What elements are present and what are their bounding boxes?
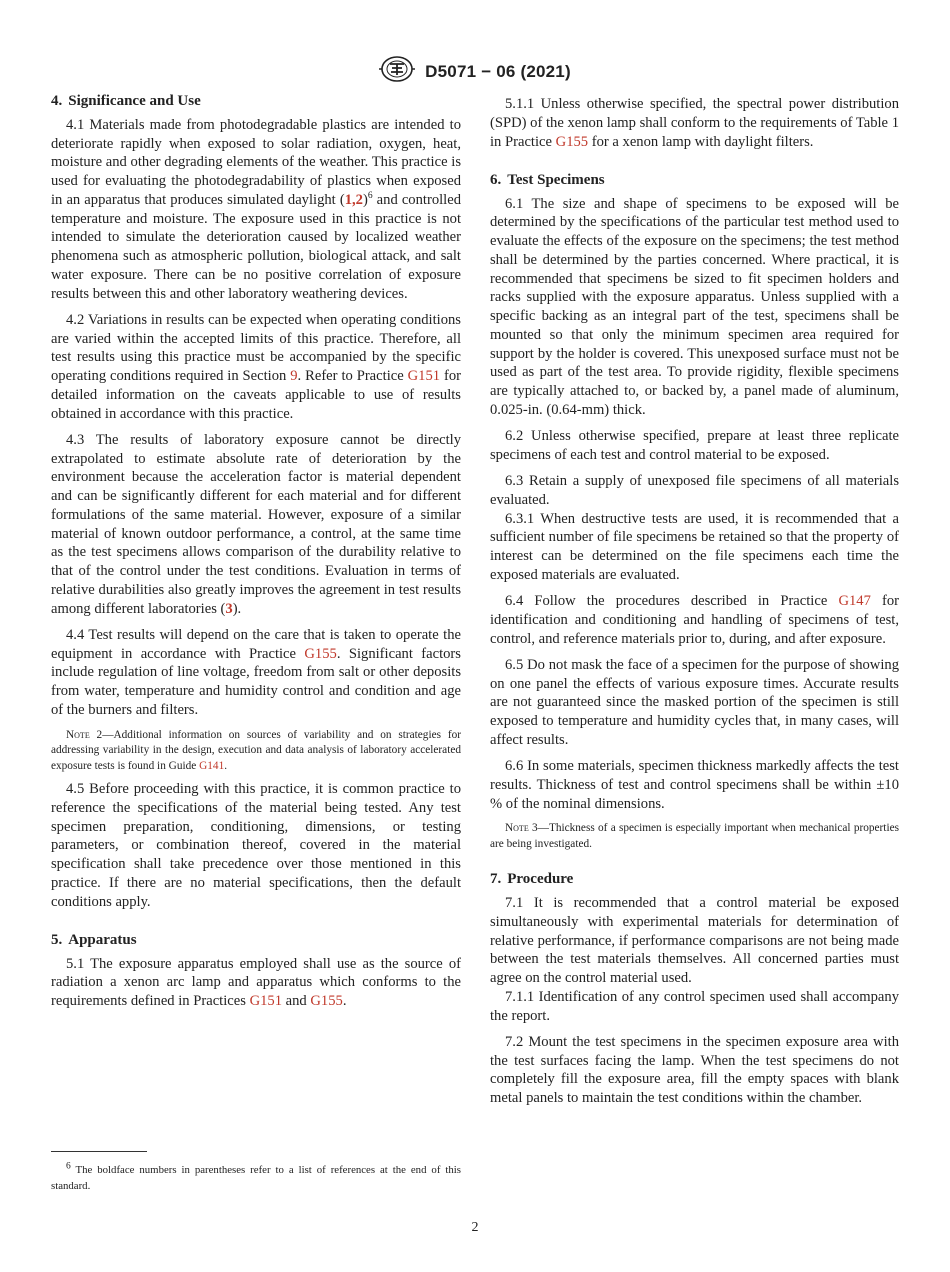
- footnote-6: 6 The boldface numbers in parentheses refer to a list of references at the end of this standard.: [51, 1161, 461, 1192]
- para-5-1-1: 5.1.1 Unless otherwise specified, the spectral power distribution (SPD) of the xenon lamp shall conform to the requirements of Table 1 in Practice G155 for a xenon lamp with daylight filters.: [490, 96, 899, 150]
- standard-link-g155[interactable]: G155: [304, 645, 337, 662]
- standard-link-g141[interactable]: G141: [199, 759, 225, 772]
- para-4-2: 4.2 Variations in results can be expected when operating conditions are varied within the accepted limits of this practice. Therefore, all test results using this practice must be accompanied by the specific operating conditions required in Section 9. Refer to Practice G151 for detailed information on the caveats applicable to use of results obtained in accordance with this practice.: [51, 311, 461, 422]
- astm-logo-icon: [379, 54, 415, 89]
- section-link[interactable]: 9: [290, 368, 298, 384]
- para-7-1-1: 7.1.1 Identification of any control specimen used shall accompany the report.: [490, 988, 899, 1024]
- para-6-3-1: 6.3.1 When destructive tests are used, it is recommended that a sufficient number of file specimens be retained so that the property of interest can be determined on the file specimens each time the exposed materials are evaluated.: [490, 510, 899, 583]
- para-6-4: 6.4 Follow the procedures described in Practice G147 for identification and conditioning and handling of specimens of test, control, and reference materials prior to, during, and after exposure.: [490, 593, 899, 647]
- para-7-1: 7.1 It is recommended that a control material be exposed simultaneously with experimental materials for determination of relative performance, if performance comparisons are not being made between the test materials themselves. All concerned parties must agree on the control material used.: [490, 895, 899, 986]
- footnote-divider: [51, 1151, 147, 1152]
- section-heading-6: 6. Test Specimens: [490, 171, 605, 188]
- standard-link-g147[interactable]: G147: [838, 593, 871, 609]
- para-4-4: 4.4 Test results will depend on the care that is taken to operate the equipment in accordance with Practice G155. Significant factors include regulation of line voltage, freedom from salt or other deposits from water, temperature and humidity control and condition and age of the burners and filters.: [51, 626, 461, 718]
- para-6-6: 6.6 In some materials, specimen thickness markedly affects the test results. Thickness of test and control specimens shall be within ±10 % of the nominal dimensions.: [490, 758, 899, 812]
- standard-designation: D5071 − 06 (2021): [425, 61, 571, 81]
- standard-link-g151[interactable]: G151: [249, 993, 282, 1009]
- reference-link[interactable]: 3: [225, 600, 233, 617]
- standard-link-g155[interactable]: G155: [555, 133, 589, 150]
- footnote-marker: 6: [367, 190, 373, 201]
- page-number: 2: [471, 1220, 479, 1235]
- reference-link[interactable]: 1,2: [344, 191, 363, 208]
- section-heading-4: 4. Significance and Use: [51, 93, 201, 109]
- para-6-5: 6.5 Do not mask the face of a specimen for the purpose of showing on one panel the effects of various exposure times. Accurate results are not guaranteed since the masked portion of the specimen is still exposed to temperature and humidity cycles that, in many cases, will affect results.: [490, 656, 899, 748]
- para-4-5: 4.5 Before proceeding with this practice, it is common practice to reference the specifications of the material being tested. Any test specimen preparation, conditioning, dimensions, or testing parameters, or combination thereof, covered in the material specification shall take precedence over those mentioned in this practice. If there are no material specifications, then the default conditions apply.: [51, 781, 461, 910]
- para-7-2: 7.2 Mount the test specimens in the specimen exposure area with the test surfaces facing the lamp. When the test specimens do not completely fill the exposure area, fill the empty spaces with blank metal panels to maintain the test conditions within the chamber.: [490, 1033, 899, 1106]
- page-header: [0, 54, 950, 84]
- section-heading-7: 7. Procedure: [490, 871, 574, 888]
- left-column: [51, 92, 461, 1018]
- para-6-3: 6.3 Retain a supply of unexposed file specimens of all materials evaluated.: [490, 473, 899, 508]
- para-4-1: 4.1 Materials made from photodegradable plastics are intended to deteriorate rapidly when exposed to solar radiation, oxygen, heat, moisture and other degrading elements of the weather. This practice is used for evaluating the photodegradability of plastics when exposed in an apparatus that produces simulated daylight $(1,2)^6$ and controlled temperature and moisture. The exposure used in this practice is not intended to simulate the deterioration caused by localized weather phenomena such as atmospheric pollution, biological attack, and salt water exposure. There can be no positive correlation of exposure results between this and other laboratory weathering devices.: [51, 116, 462, 302]
- standard-link-g155[interactable]: G155: [310, 993, 343, 1009]
- para-5-1: 5.1 The exposure apparatus employed shall use as the source of radiation a xenon arc lamp and apparatus which conforms to the requirements defined in Practices G151 and G155.: [51, 955, 461, 1009]
- para-4-3: 4.3 The results of laboratory exposure cannot be directly extrapolated to estimate absolute rate of deterioration by the environment because the acceleration factor is material dependent and can be significantly different for each material and for different formulations of the same material. However, exposure of a similar material of known outdoor performance, a control, at the same time as the test specimens allows comparison of the durability relative to that of the control under the test conditions. Evaluation in terms of relative durabilities also greatly improves the agreement in test results among different laboratories (3).: [51, 431, 461, 617]
- para-6-2: 6.2 Unless otherwise specified, prepare at least three replicate specimens of each test and control material to be exposed.: [490, 428, 899, 463]
- para-6-1: 6.1 The size and shape of specimens to be exposed will be determined by the specifications of the particular test method used to evaluate the effects of the exposure on the specimens; the test method shall be determined by the parties concerned. Where practical, it is recommended that specimens be sized to fit specimen holders and racks supplied with the exposure apparatus. Unless supplied with a specific backing as an integral part of the test, specimens shall be mounted so that only the minimum specimen area required for support by the holder is covered. This unexposed surface must not be used as part of the test area. To provide rigidity, flexible specimens are typically attached to, or backed by, a panel made of aluminum, 0.025-in. (0.64-mm) thick.: [490, 195, 899, 418]
- right-column: [490, 95, 899, 1115]
- standard-link-g151[interactable]: G151: [407, 368, 441, 384]
- note-3: Note 3—Thickness of a specimen is especially important when mechanical properties are being investigated.: [490, 822, 899, 850]
- section-heading-5: 5. Apparatus: [51, 931, 137, 948]
- note-2: Note 2—Additional information on sources of variability and on strategies for addressing variability in the design, execution and data analysis of laboratory accelerated exposure tests is found in Guide G141.: [51, 728, 461, 772]
